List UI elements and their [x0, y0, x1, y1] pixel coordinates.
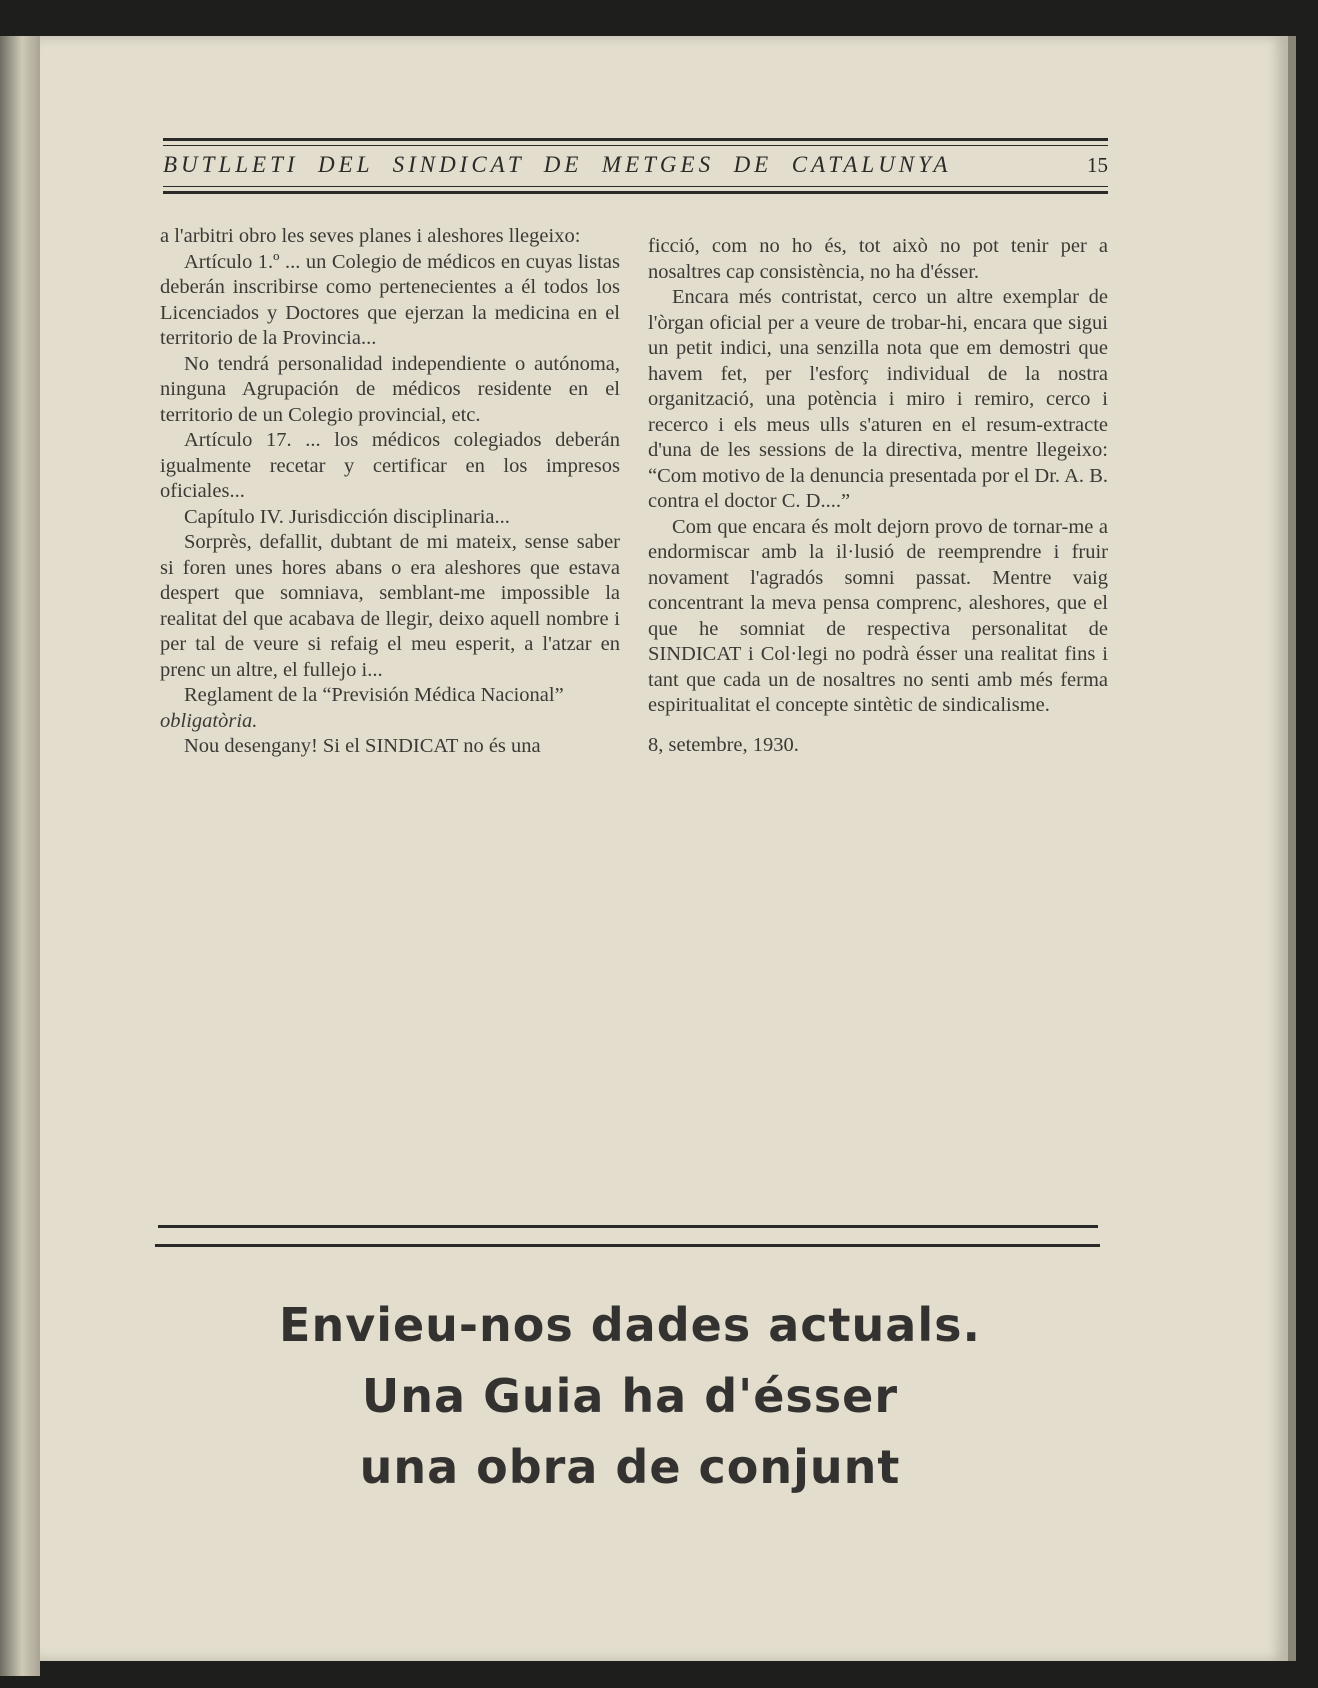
notice-block	[160, 1290, 1100, 1503]
paragraph: Nou desengany! Si el SINDICAT no és una	[184, 735, 541, 757]
page-right-edge	[1288, 36, 1296, 1661]
paragraph: Capítulo IV. Jurisdicción disciplinaria...	[184, 505, 510, 528]
running-header	[163, 152, 1108, 178]
right-column	[648, 234, 1108, 758]
paragraph: No tendrá personalidad independiente o autónoma, ninguna Agrupación de médicos residente en el territorio de un Colegio provincial, etc.	[160, 352, 620, 426]
notice-rule-top	[158, 1225, 1098, 1228]
paragraph: Sorprès, defallit, dubtant de mi mateix, sense saber si foren unes hores abans o era aleshores que estava despert que somniava, semblant-me impossible la realitat del que acabava de llegir, deixo aquell nombre i per tal de veure si refaig el meu esperit, a l'atzar en prenc un altre, el fullejo i...	[160, 531, 620, 681]
date-line: 8, setembre, 1930.	[648, 733, 799, 756]
notice-line: Envieu-nos dades actuals.	[279, 1298, 981, 1352]
header-rule-bottom-thin	[163, 186, 1108, 187]
header-rule-top-thin	[163, 145, 1108, 146]
notice-line: una obra de conjunt	[359, 1440, 901, 1494]
page-number: 15	[1087, 153, 1108, 177]
paragraph: Artículo 1.º ... un Colegio de médicos en cuyas listas deberán inscribirse como pertenecientes a él todos los Licenciados y Doctores que ejerzan la medicina en el territorio de la Provincia...	[160, 250, 620, 349]
notice-line: Una Guia ha d'ésser	[361, 1369, 899, 1423]
paragraph-italic: obligatòria.	[160, 709, 258, 732]
paragraph: ficció, com no ho és, tot això no pot tenir per a nosaltres cap consistència, no ha d'ésser.	[648, 235, 1108, 283]
paragraph: Com que encara és molt dejorn provo de tornar-me a endormiscar amb la il·lusió de reemprendre i fruir novament l'agradós somni passat. Mentre vaig concentrant la meva pensa comprenc, aleshores, que el que he somniat de respectiva personalitat de SINDICAT i Col·legi no podrà ésser una realitat fins i tant que cada un de nosaltres no senti amb més ferma espiritualitat el concepte sintètic de sindicalisme.	[648, 515, 1108, 716]
paragraph: a l'arbitri obro les seves planes i aleshores llegeixo:	[160, 225, 581, 247]
left-column	[160, 224, 620, 760]
paragraph: Encara més contristat, cerco un altre exemplar de l'òrgan oficial per a veure de trobar-hi, encara que sigui un petit indici, una senzilla nota que em demostri que havem fet, per l'esforç individual de la nostra organització, una potència i miro i remiro, cerco i recerco i els meus ulls s'aturen en el resum-extracte d'una de les sessions de la directiva, mentre llegeixo: “Com motivo de la denuncia presentada por el Dr. A. B. contra el doctor C. D....”	[648, 286, 1108, 512]
paragraph: Reglament de la “Previsión Médica Nacional”	[184, 684, 564, 706]
header-rule-bottom-thick	[163, 191, 1108, 194]
header-rule-top-thick	[163, 138, 1108, 141]
notice-rule-bottom	[155, 1244, 1100, 1247]
page-binding-edge	[0, 36, 40, 1676]
journal-title: BUTLLETI DEL SINDICAT DE METGES DE CATALUNYA	[163, 152, 952, 177]
paragraph: Artículo 17. ... los médicos colegiados deberán igualmente recetar y certificar en los impresos oficiales...	[160, 429, 620, 502]
